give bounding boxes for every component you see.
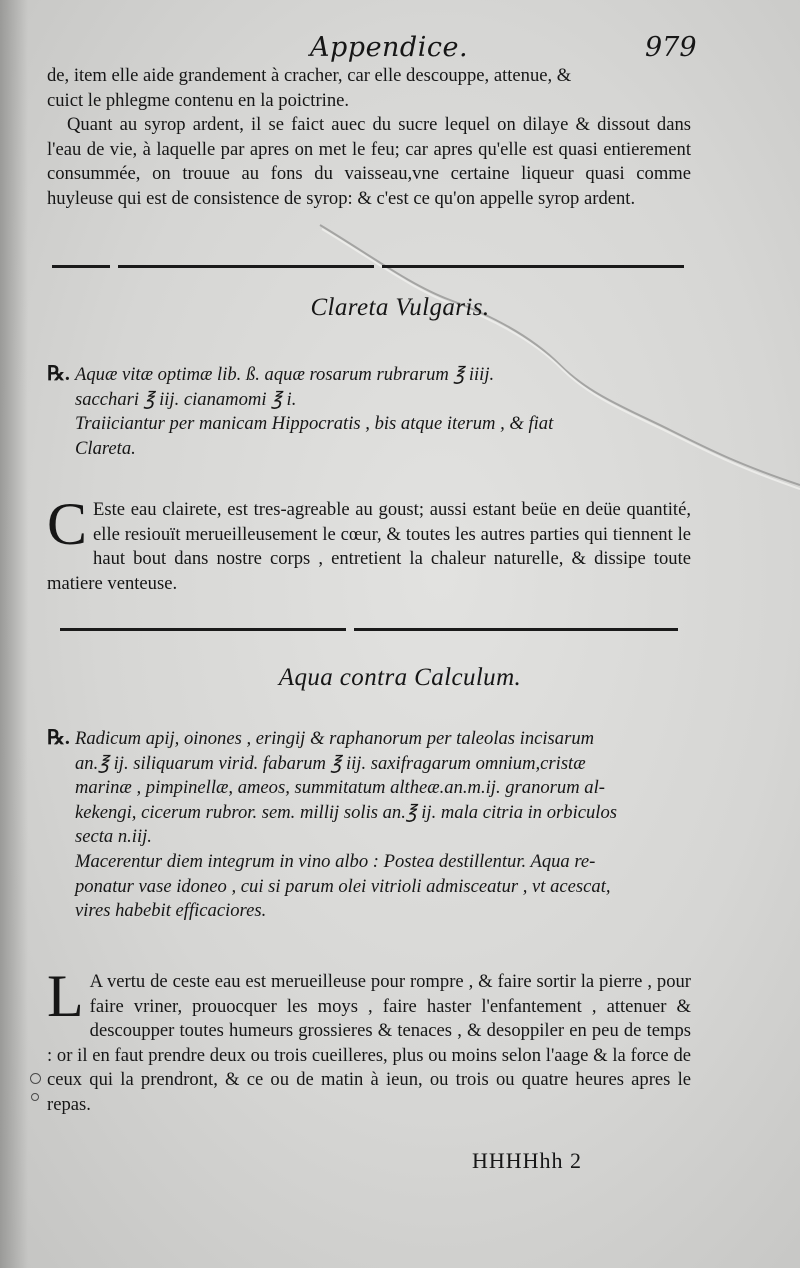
recipe-line: marinæ , pimpinellæ, ameos, summitatum altheæ.an.m.ij. granorum al- (75, 777, 605, 799)
recipe-line: Clareta. (75, 437, 136, 459)
recipe-line: Traiiciantur per manicam Hippocratis , bis atque iterum , & fiat (75, 413, 554, 435)
recipe-line: kekengi, cicerum rubror. sem. millij solis an.℥ ij. mala citria in orbiculos (75, 801, 617, 823)
aqua-description (47, 963, 691, 1118)
signature-mark: HHHHhh 2 (472, 1148, 583, 1173)
page-number: 979 (645, 32, 697, 63)
recipe-line: ponatur vase idoneo , cui si parum olei vitrioli admisceatur , vt acescat, (75, 875, 611, 897)
divider-rule (52, 265, 110, 268)
top-text-block (47, 64, 691, 212)
recipe-aqua (47, 726, 691, 924)
recipe-line: Macerentur diem integrum in vino albo : Postea destillentur. Aqua re- (75, 850, 596, 872)
recipe-clareta (47, 362, 691, 461)
recipe-symbol-icon: ℞. (47, 727, 70, 749)
section-title-clareta: Clareta Vulgaris. (310, 294, 490, 321)
section-title-aqua: Aqua contra Calculum. (278, 664, 522, 691)
divider-rule (118, 265, 374, 268)
aqua-body: A vertu de ceste eau est merueilleuse pour rompre , & faire sortir la pierre , pour faire vriner, prouocquer les moys , faire haster l'enfantement , attenuer & descoupper toutes humeurs grossieres & tenaces , & desoppiler en peu de temps : or il en faut prendre deux ou trois cueilleres, plus ou moins selon l'aage & la force de ceux qui la prendront, & ce ou de matin à ieun, ou trois ou quatre heures apres le repas. (47, 971, 691, 1115)
margin-blot-icon (31, 1093, 39, 1101)
continuation-line-2: cuict le phlegme contenu en la poictrine. (47, 89, 350, 111)
clareta-body: Este eau clairete, est tres-agreable au goust; aussi estant beüe en deüe quantité, elle resiouït merueilleusement le cœur, & toutes les autres parties qui tiennent le haut bout dans nostre corps , entretient la chaleur naturelle, & dissipe toute matiere venteuse. (47, 499, 691, 594)
syrop-ardent-paragraph: Quant au syrop ardent, il se faict auec du sucre lequel on dilaye & dissout dans l'eau de vie, à laquelle par apres on met le feu; car apres qu'elle est quasi entierement consummée, on trouue au fons du vaisseau,vne certaine liqueur quasi comme huyleuse qui est de consistence de syrop: & c'est ce qu'on appelle syrop ardent. (47, 114, 691, 209)
continuation-line-1: de, item elle aide grandement à cracher, car elle descouppe, attenue, & (47, 65, 572, 86)
margin-blot-icon (30, 1073, 41, 1084)
recipe-symbol-icon: ℞. (47, 363, 70, 385)
divider-rule (354, 628, 678, 631)
recipe-line: sacchari ℥ iij. cianamomi ℥ i. (75, 388, 297, 410)
recipe-line: ℞. Radicum apij, oinones , eringij & raphanorum per taleolas incisarum (47, 727, 595, 749)
recipe-line: ℞. Aquæ vitæ optimæ lib. ß. aquæ rosarum rubrarum ℥ iiij. (47, 363, 495, 385)
drop-cap: L (47, 963, 84, 1029)
clareta-description (47, 491, 691, 596)
recipe-line: vires habebit efficaciores. (75, 900, 267, 922)
divider-rule (60, 628, 346, 631)
recipe-line: an.℥ ij. siliquarum virid. fabarum ℥ iij. saxifragarum omnium,cristæ (75, 752, 586, 774)
divider-rule (382, 265, 684, 268)
running-head: Appendice. (310, 32, 469, 63)
page-header (0, 28, 800, 68)
recipe-line: secta n.iij. (75, 826, 152, 848)
drop-cap: C (47, 491, 88, 557)
